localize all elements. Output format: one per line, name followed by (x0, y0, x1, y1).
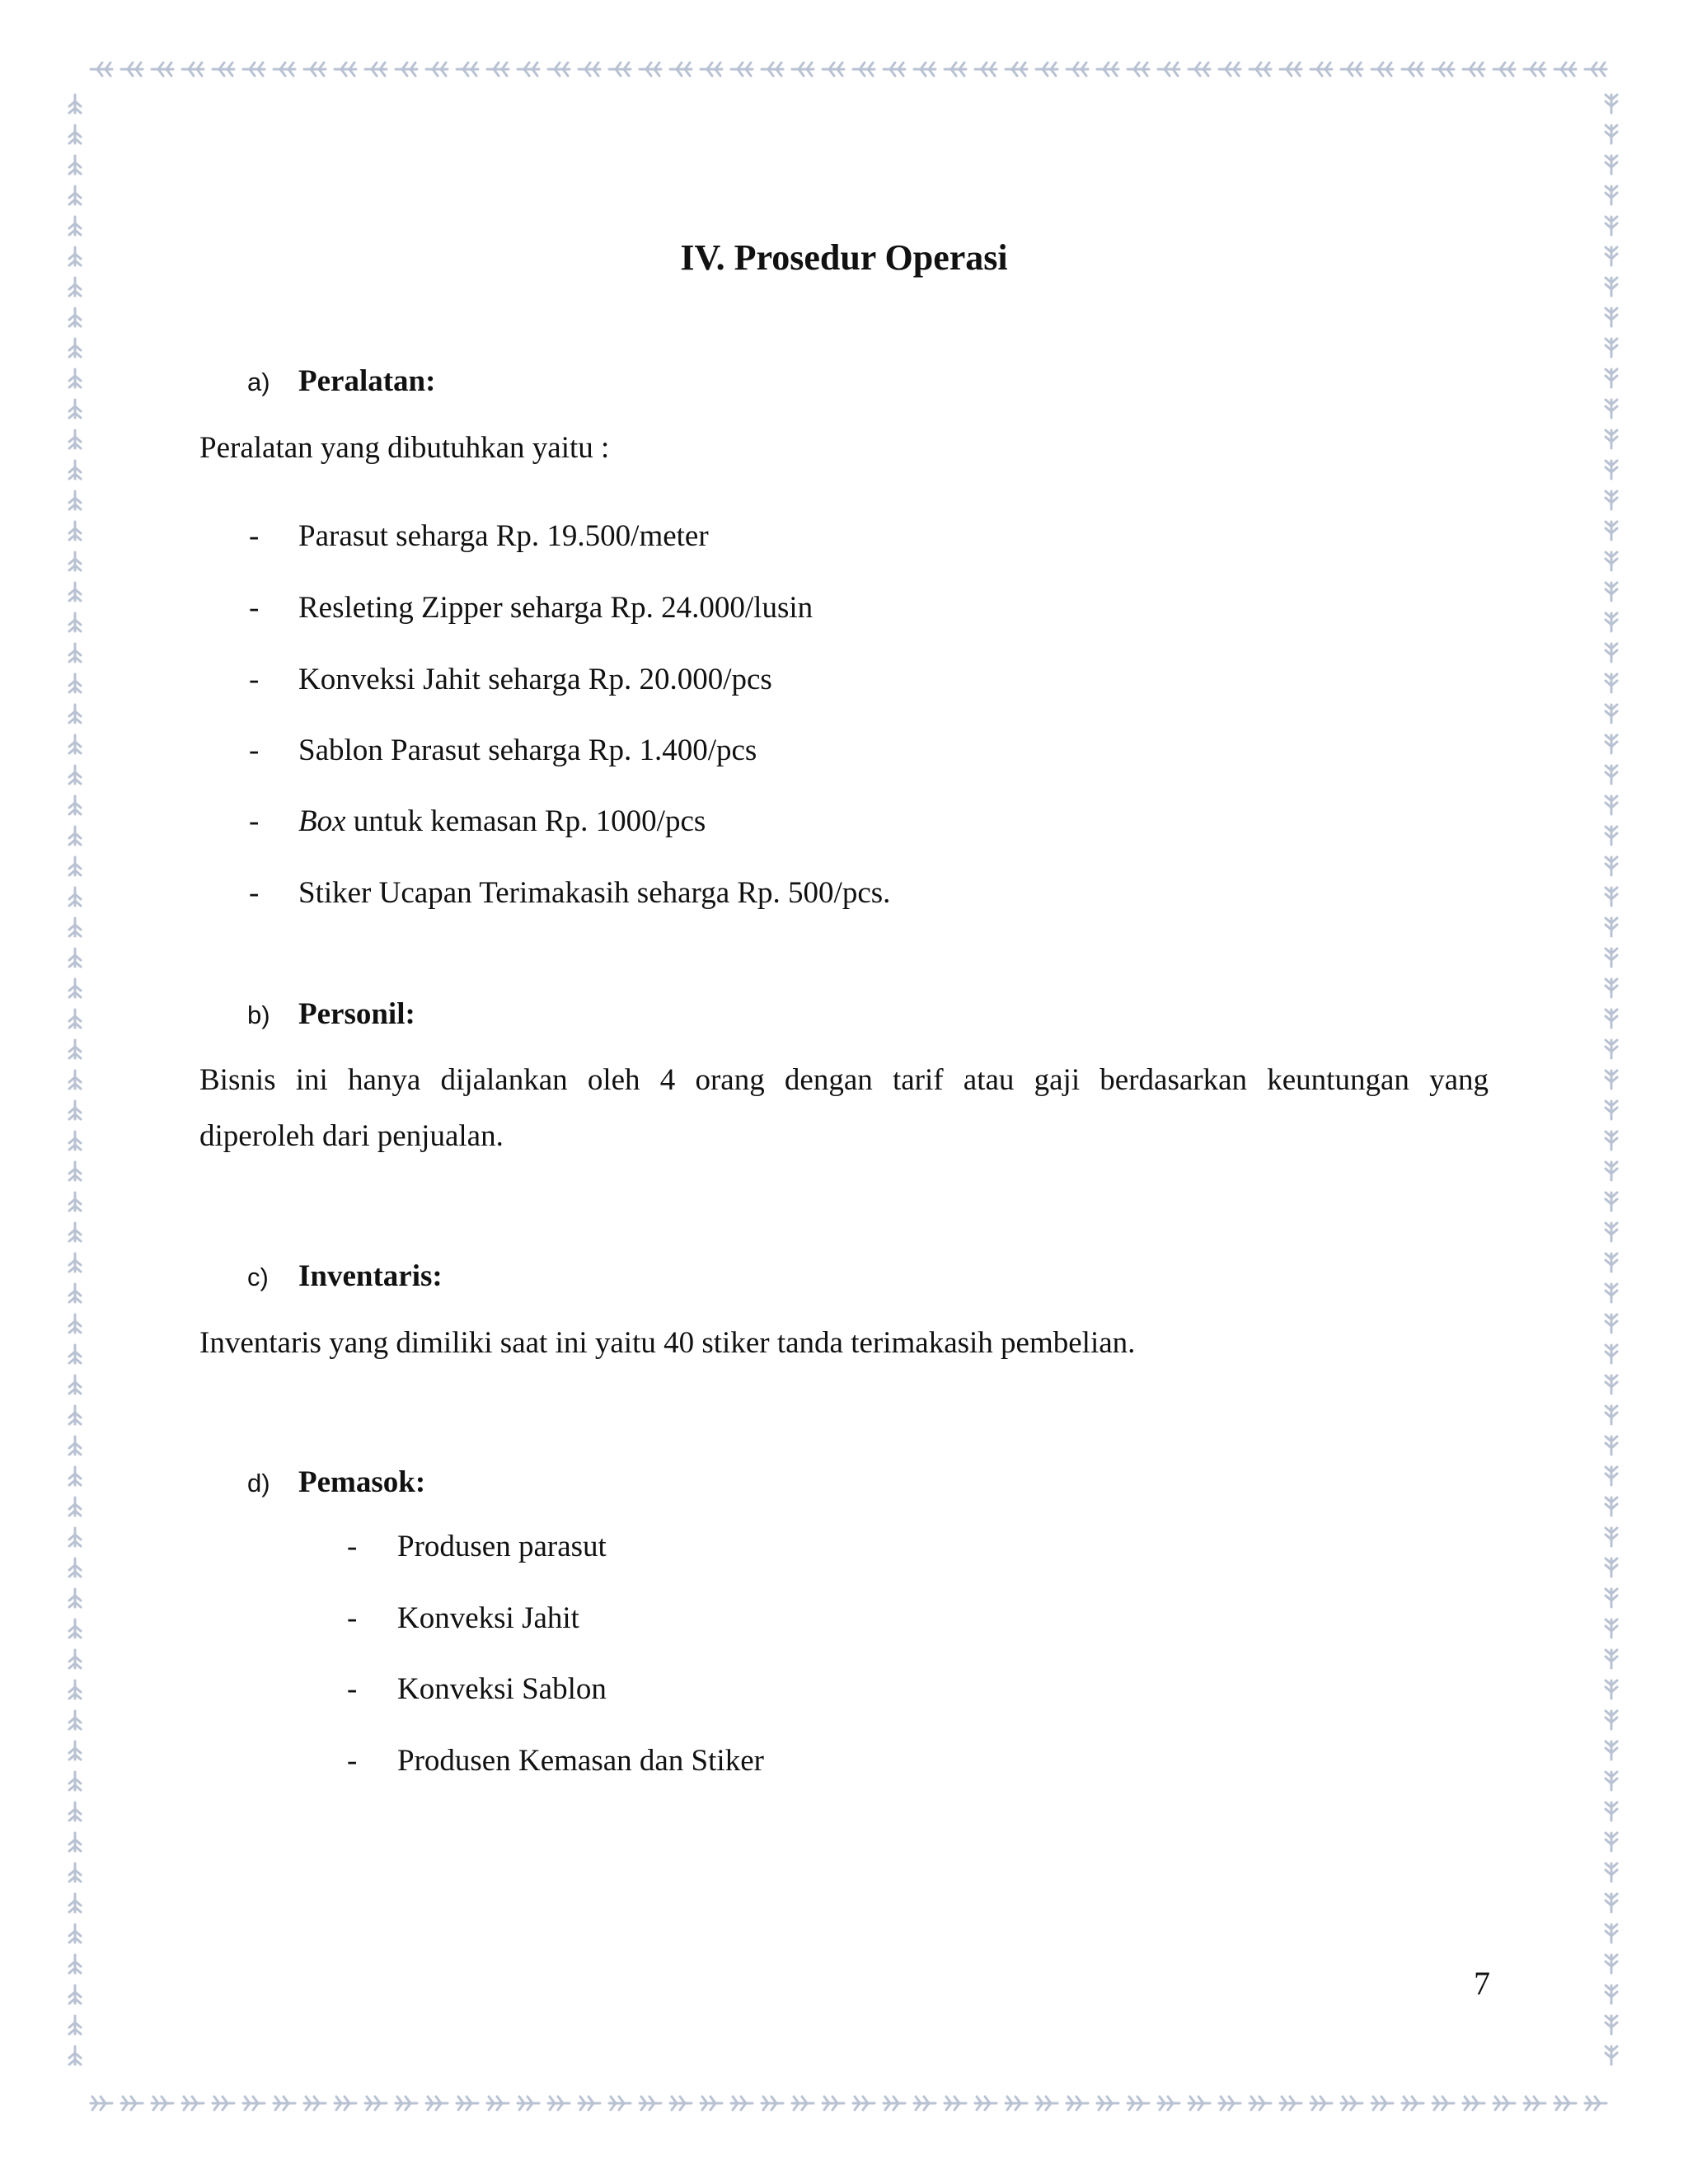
section-c-paragraph: Inventaris yang dimiliki saat ini yaitu 40 stiker tanda terimakasih pembelian. (199, 1326, 1136, 1360)
list-dash: - (249, 876, 260, 910)
list-item-italic-text: Box (298, 804, 346, 838)
list-item (347, 1669, 607, 1710)
list-item-text: Produsen Kemasan dan Stiker (397, 1744, 764, 1778)
list-item (249, 801, 706, 842)
list-dash: - (347, 1601, 358, 1635)
page-title: IV. Prosedur Operasi (680, 237, 1008, 278)
section-c-marker: c) (247, 1263, 269, 1291)
list-dash: - (347, 1672, 358, 1706)
section-d-marker: d) (247, 1469, 270, 1497)
list-item (249, 873, 890, 914)
list-item-text: Stiker Ucapan Terimakasih seharga Rp. 500/pcs. (298, 876, 891, 910)
list-item-text: Sablon Parasut seharga Rp. 1.400/pcs (298, 733, 757, 767)
list-item-text: Konveksi Jahit seharga Rp. 20.000/pcs (298, 663, 772, 696)
list-item-text: untuk kemasan Rp. 1000/pcs (345, 804, 706, 838)
list-item (249, 659, 772, 701)
section-a-intro: Peralatan yang dibutuhkan yaitu : (199, 431, 610, 465)
section-a-marker: a) (247, 368, 270, 396)
list-item (249, 516, 709, 557)
list-item-text: Konveksi Jahit (397, 1601, 579, 1635)
list-item-text: Produsen parasut (397, 1530, 607, 1563)
list-dash: - (249, 591, 260, 625)
list-dash: - (249, 663, 260, 696)
list-item (249, 730, 757, 771)
list-item (347, 1526, 607, 1568)
list-item-text: Parasut seharga Rp. 19.500/meter (298, 519, 709, 553)
section-b-marker: b) (247, 1001, 270, 1029)
list-item-text: Konveksi Sablon (397, 1672, 607, 1706)
section-a-heading: Peralatan: (298, 364, 436, 398)
list-item-text: Resleting Zipper seharga Rp. 24.000/lusin (298, 591, 814, 625)
list-dash: - (249, 804, 260, 838)
section-b-header (247, 994, 415, 1036)
section-b-heading: Personil: (298, 997, 415, 1031)
list-dash: - (249, 519, 260, 553)
section-b-paragraph-line-2: diperoleh dari penjualan. (199, 1119, 504, 1153)
list-item (347, 1598, 579, 1639)
list-item (347, 1741, 764, 1782)
page-number: 7 (1474, 1965, 1490, 2002)
section-c-heading: Inventaris: (298, 1259, 443, 1293)
section-d-header (247, 1462, 425, 1504)
section-b-paragraph-line-1: Bisnis ini hanya dijalankan oleh 4 orang dengan tarif atau gaji berdasarkan keuntungan yang (199, 1063, 1489, 1097)
section-c-header (247, 1256, 443, 1298)
section-d-heading: Pemasok: (298, 1465, 426, 1499)
list-dash: - (347, 1530, 358, 1563)
list-item (249, 588, 813, 629)
list-dash: - (249, 733, 260, 767)
section-a-header (247, 361, 435, 403)
list-dash: - (347, 1744, 358, 1778)
